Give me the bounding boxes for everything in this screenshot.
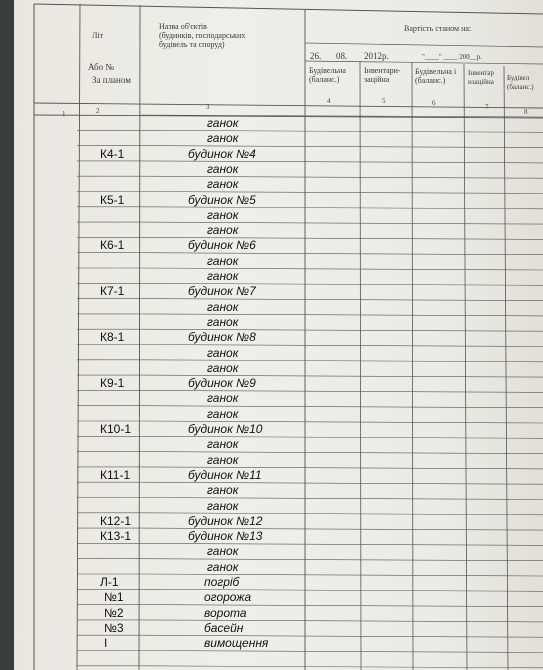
row-lit: К5-1 bbox=[100, 192, 125, 207]
row-lit: №2 bbox=[104, 605, 124, 620]
row-object-name: ганок bbox=[207, 299, 239, 314]
row-line bbox=[140, 390, 543, 392]
header-bottom-line bbox=[34, 103, 543, 108]
row-object-name: ганок bbox=[207, 483, 239, 498]
col-number-4: 4 bbox=[327, 97, 331, 105]
row-line bbox=[140, 299, 543, 301]
row-object-name: ганок bbox=[207, 314, 239, 329]
col-number-7: 7 bbox=[485, 103, 489, 111]
row-line bbox=[140, 406, 543, 408]
row-line bbox=[140, 268, 543, 270]
row-line bbox=[140, 452, 543, 454]
date1-day: 26. bbox=[310, 51, 322, 61]
row-object-name: ворота bbox=[204, 605, 247, 620]
sub-budivelna: Будівельна bbox=[309, 66, 346, 75]
header-za-planom: За планом bbox=[92, 75, 131, 85]
row-lit: К12-1 bbox=[100, 513, 132, 528]
vline-col2 bbox=[139, 5, 140, 670]
row-line bbox=[140, 436, 543, 438]
date1-month: 08. bbox=[336, 51, 348, 61]
sub-balans-3: (баланс.) bbox=[507, 83, 534, 91]
row-object-name: ганок bbox=[207, 223, 239, 238]
row-line bbox=[140, 543, 543, 545]
sub-balans-2: (баланс.) bbox=[415, 76, 446, 85]
row-lit: І bbox=[104, 636, 108, 651]
row-object-name: ганок bbox=[207, 131, 239, 146]
row-object-name: ганок bbox=[207, 391, 239, 406]
vline-col4 bbox=[360, 61, 361, 670]
row-object-name: ганок bbox=[207, 437, 239, 452]
row-lit: К11-1 bbox=[100, 467, 131, 482]
sub-invent-line2: заційна bbox=[364, 75, 390, 84]
row-line bbox=[140, 207, 543, 209]
row-lit: К8-1 bbox=[100, 330, 125, 345]
sub-invent2-line1: Інвентар bbox=[468, 69, 494, 77]
row-object-name: ганок bbox=[207, 345, 239, 360]
row-object-name: ганок bbox=[207, 177, 239, 192]
row-object-name: будинок №8 bbox=[188, 330, 256, 345]
row-object-name: ганок bbox=[207, 559, 239, 574]
date2-blank: "____" ____ 200__р. bbox=[422, 53, 482, 61]
sub-budivelna-2: Будівельна і bbox=[415, 67, 457, 76]
row-line bbox=[140, 360, 543, 362]
row-object-name: ганок bbox=[207, 253, 239, 268]
row-object-name: будинок №4 bbox=[188, 146, 256, 161]
sub-invent2-line2: изаційна bbox=[468, 78, 494, 86]
row-object-name: будинок №5 bbox=[188, 192, 256, 207]
date1-year: 2012р. bbox=[364, 51, 389, 61]
vline-col5 bbox=[412, 62, 413, 670]
vline-col1 bbox=[77, 4, 80, 670]
row-object-name: будинок №13 bbox=[188, 529, 263, 544]
row-object-name: ганок bbox=[207, 207, 239, 222]
row-line bbox=[140, 651, 543, 653]
row-object-name: ганок bbox=[207, 452, 239, 467]
vline-col7 bbox=[504, 66, 508, 670]
header-value-title: Вартість станом на: bbox=[404, 24, 472, 33]
row-lit: №3 bbox=[104, 620, 124, 635]
col-number-5: 5 bbox=[382, 97, 386, 105]
col-number-3: 3 bbox=[206, 103, 210, 111]
row-line bbox=[140, 130, 543, 132]
row-object-name: ганок bbox=[207, 360, 239, 375]
row-object-name: будинок №12 bbox=[188, 513, 263, 528]
row-line bbox=[140, 345, 543, 347]
table-grid bbox=[14, 0, 543, 670]
row-object-name: басейн bbox=[204, 620, 244, 635]
row-object-name: ганок bbox=[207, 269, 239, 283]
row-object-name: будинок №7 bbox=[188, 284, 256, 299]
row-object-name: ганок bbox=[207, 498, 239, 513]
col-number-2: 2 bbox=[96, 107, 100, 115]
document-page bbox=[14, 0, 543, 670]
row-object-name: будинок №11 bbox=[188, 467, 262, 482]
row-object-name: ганок bbox=[207, 161, 239, 176]
row-line bbox=[140, 176, 543, 178]
sub-balans: (баланс.) bbox=[309, 75, 340, 84]
header-lit: Літ bbox=[92, 31, 104, 40]
vline-col6 bbox=[464, 64, 467, 670]
row-line bbox=[140, 498, 543, 500]
col-number-6: 6 bbox=[432, 99, 436, 107]
row-line bbox=[140, 482, 543, 484]
col-number-8: 8 bbox=[524, 108, 528, 116]
row-lit: К4-1 bbox=[100, 146, 125, 161]
row-line bbox=[140, 666, 543, 668]
row-object-name: ганок bbox=[207, 116, 239, 130]
row-line bbox=[140, 253, 543, 255]
row-lit: К7-1 bbox=[100, 284, 125, 299]
row-line bbox=[140, 314, 543, 316]
row-object-name: огорожа bbox=[204, 590, 252, 605]
row-object-name: ганок bbox=[207, 544, 239, 559]
row-line bbox=[140, 222, 543, 224]
value-title-line bbox=[305, 43, 543, 47]
row-lit: №1 bbox=[104, 590, 124, 605]
row-line bbox=[140, 635, 543, 637]
header-name-line1: Назва об'єктів bbox=[159, 22, 207, 31]
row-line bbox=[140, 574, 543, 576]
row-line bbox=[140, 161, 543, 163]
top-border bbox=[34, 4, 543, 14]
row-object-name: будинок №6 bbox=[188, 238, 256, 253]
header-abo: Або № bbox=[88, 62, 114, 72]
row-line bbox=[140, 620, 543, 622]
row-object-name: вимощення bbox=[204, 636, 269, 651]
row-object-name: погріб bbox=[204, 575, 240, 589]
row-lit: Л-1 bbox=[100, 575, 119, 589]
row-line bbox=[140, 605, 543, 607]
header-name-line3: будівель та споруд) bbox=[159, 40, 225, 49]
sub-invent-line1: Інвентари- bbox=[364, 66, 401, 75]
row-lit: К6-1 bbox=[100, 238, 125, 253]
row-lit: К13-1 bbox=[100, 529, 132, 544]
header-name-line2: (будинків, господарських bbox=[159, 31, 246, 40]
row-line bbox=[140, 589, 543, 591]
row-object-name: будинок №9 bbox=[188, 376, 256, 391]
row-lit: К9-1 bbox=[100, 376, 125, 391]
sub-budivelna-3: Будівел bbox=[507, 74, 530, 82]
row-object-name: будинок №10 bbox=[188, 422, 263, 436]
row-object-name: ганок bbox=[207, 406, 239, 421]
row-lit: К10-1 bbox=[100, 422, 132, 436]
row-line bbox=[140, 559, 543, 561]
col-number-1: 1 bbox=[62, 110, 66, 118]
